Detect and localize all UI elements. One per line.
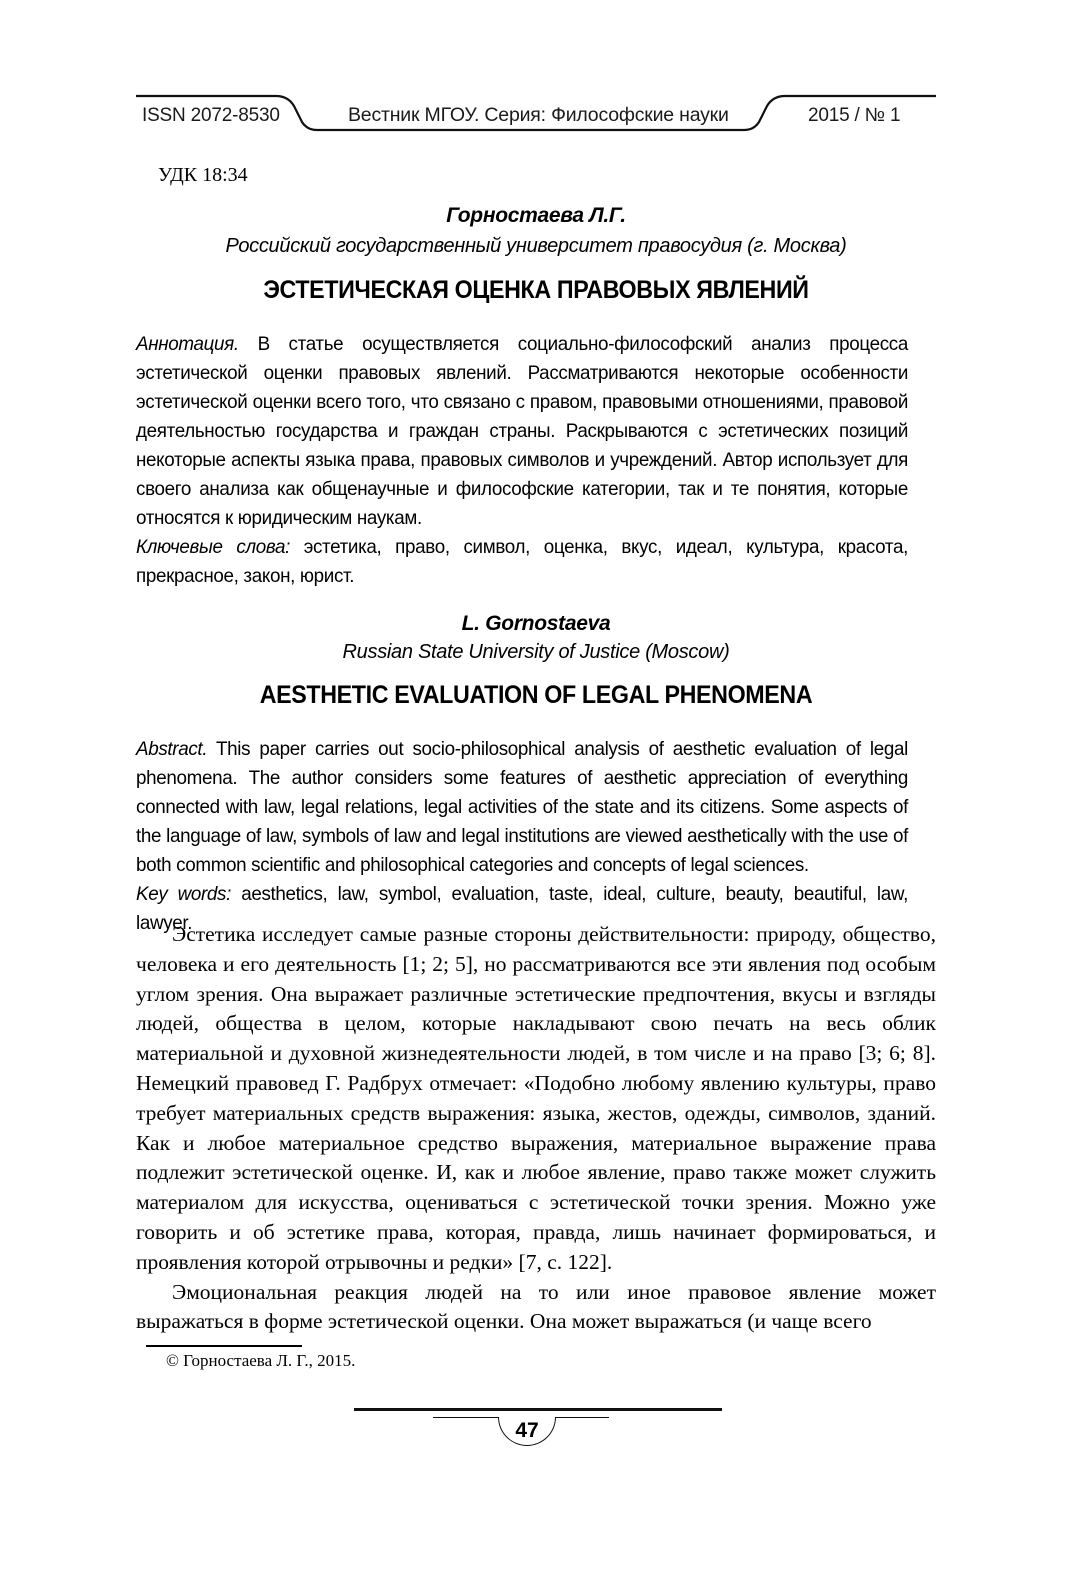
body-paragraph-2: Эмоциональная реакция людей на то или иное правовое явление может выражаться в форме эстетической оценки. Она может выражаться (и чаще всего [136,1279,936,1334]
abstract-paragraph-ru [136,330,908,533]
abstract-text-ru: В статье осуществляется социально-философский анализ процесса эстетической оценки правовых явлений. Рассматриваются некоторые особенности эстетической оценки всего того, что связано с правом, правовыми отношениями, правовой деятельностью государства и граждан страны. Раскрываются с эстетических позиций некоторые аспекты языка права, правовых символов и учреждений. Автор использует для своего анализа как общенаучные и философские категории, так и те понятия, которые относятся к юридическим наукам. [136,333,908,529]
folio-rule-long [354,1408,722,1411]
body-paragraph-1: Эстетика исследует самые разные стороны действительности: природу, общество, человека и его деятельность [1; 2; 5], но рассматриваются все эти явления под особым углом зрения. Она выражает различные эстетические предпочтения, вкусы и взгляды людей, общества в целом, которые накладывают свою печать на весь облик материальной и духовной жизнедеятельности людей, в том числе и на право [3; 6; 8]. Немецкий правовед Г. Радбрух отмечает: «Подобно любому явлению культуры, право требует материальных средств выражения: языка, жестов, одежды, символов, зданий. Как и любое материальное средство выражения, материальное выражение права подлежит эстетической оценке. И, как и любое явление, право также может служить материалом для искусства, оцениваться с эстетической точки зрения. Можно уже говорить и об эстетике права, которая, правда, лишь начинает формироваться, и проявления которой отрывочны и редки» [7, с. 122]. [136,922,936,1274]
keywords-paragraph-ru [136,533,908,591]
paper-title-en: AESTHETIC EVALUATION OF LEGAL PHENOMENA [259,681,813,709]
issn-label: ISSN 2072-8530 [142,105,280,126]
issue-label: 2015 / № 1 [808,105,901,126]
copyright-footnote: © Горностаева Л. Г., 2015. [166,1351,356,1370]
keywords-text-ru: эстетика, право, символ, оценка, вкус, идеал, культура, красота, прекрасное, закон, юрист. [136,536,908,587]
abstract-paragraph-en [136,735,908,880]
abstract-block-ru [136,330,908,591]
journal-title: Вестник МГОУ. Серия: Философские науки [348,104,729,126]
abstract-block-en [136,735,908,938]
author-name-ru: Горностаева Л.Г. [446,204,626,227]
abstract-text-en: This paper carries out socio-philosophical analysis of aesthetic evaluation of legal phenomena. The author considers some features of aesthetic appreciation of everything connected with law, legal relations, legal activities of the state and its citizens. Some aspects of the language of law, symbols of law and legal institutions are viewed aesthetically with the use of both common scientific and philosophical categories and concepts of legal sciences. [136,738,908,876]
keywords-label-ru: Ключевые слова: [136,536,290,558]
page-folio [330,1396,750,1476]
body-text [136,920,936,1337]
abstract-label-ru: Аннотация. [136,333,239,355]
footnote-separator-rule [146,1345,302,1347]
keywords-label-en: Key words: [136,883,232,905]
page-number: 47 [515,1419,539,1442]
affiliation-ru: Российский государственный университет правосудия (г. Москва) [225,235,847,257]
affiliation-en: Russian State University of Justice (Moscow) [342,641,730,663]
udc-code: УДК 18:34 [158,164,248,186]
paper-title-ru: ЭСТЕТИЧЕСКАЯ ОЦЕНКА ПРАВОВЫХ ЯВЛЕНИЙ [263,276,809,304]
abstract-label-en: Abstract. [136,738,208,760]
author-name-en: L. Gornostaeva [461,612,611,635]
keywords-text-en: aesthetics, law, symbol, evaluation, taste, ideal, culture, beauty, beautiful, law, lawyer. [136,883,908,934]
running-head [136,92,936,148]
